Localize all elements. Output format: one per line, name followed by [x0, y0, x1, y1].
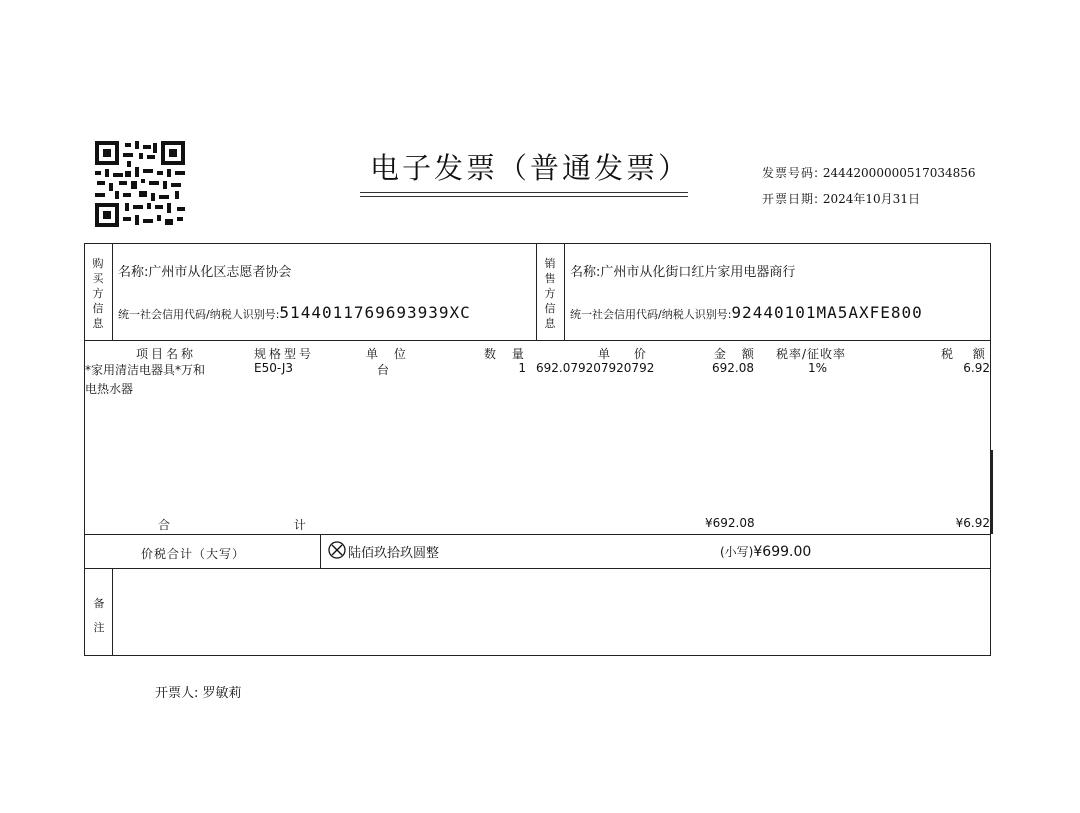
issuer-label: 开票人: [155, 686, 199, 701]
totals-tax: ¥6.92 [955, 516, 990, 530]
totals-divider [84, 534, 991, 535]
item-tax: 6.92 [963, 361, 990, 375]
issue-date-label: 开票日期: [762, 192, 820, 206]
header-tax: 税 额 [941, 347, 993, 361]
header-unit: 单 位 [366, 347, 412, 361]
item-unit: 台 [377, 363, 390, 377]
header-qty: 数 量 [484, 347, 530, 361]
party-divider [84, 340, 991, 341]
grand-total-label: 价税合计（大写） [141, 547, 246, 561]
grand-total-divider-v [320, 534, 321, 568]
item-name-line2: 电热水器 [85, 382, 134, 396]
buyer-name: 广州市从化区志愿者协会 [148, 265, 292, 280]
issue-date: 2024年10月31日 [822, 192, 920, 206]
item-qty: 1 [518, 361, 526, 375]
header-tax-rate: 税率/征收率 [776, 347, 847, 361]
title-underline-second [360, 196, 688, 197]
invoice-title: 电子发票（普通发票） [370, 151, 691, 185]
grand-total-value: ¥699.00 [753, 544, 812, 560]
seller-tax-id-label: 统一社会信用代码/纳税人识别号: [570, 308, 732, 321]
buyer-tax-id-label: 统一社会信用代码/纳税人识别号: [118, 308, 280, 321]
seller-name-label: 名称: [570, 265, 601, 280]
invoice-number-label: 发票号码: [762, 166, 820, 180]
party-center-divider [536, 243, 537, 340]
buyer-side-label: 购 买 方 信 息 [92, 257, 104, 330]
issuer-name: 罗敏莉 [202, 686, 242, 701]
seller-side-label: 销 售 方 信 息 [544, 257, 556, 330]
totals-label: 合 计 [158, 518, 366, 532]
seller-side-divider [564, 243, 565, 340]
item-price: 692.079207920792 [536, 361, 655, 375]
title-underline [360, 192, 688, 193]
grand-total-words: 陆佰玖拾玖圆整 [348, 546, 440, 561]
circled-x-icon [328, 541, 346, 559]
header-spec: 规格型号 [254, 347, 315, 361]
seller-tax-id-row [570, 303, 923, 322]
remarks-side-divider [112, 568, 113, 656]
grand-total-small-row [720, 541, 811, 560]
seller-tax-id: 92440101MA5AXFE800 [731, 303, 923, 322]
qr-code [95, 141, 185, 227]
header-price: 单 价 [598, 347, 656, 361]
buyer-tax-id-row [118, 303, 471, 322]
header-item-name: 项目名称 [136, 347, 197, 361]
header-amount: 金 额 [714, 347, 760, 361]
grand-total-divider [84, 568, 991, 569]
invoice-number-row [762, 164, 976, 181]
grand-total-small-label: (小写) [720, 545, 754, 559]
invoice-number: 24442000000517034856 [822, 166, 976, 180]
item-tax-rate: 1% [808, 361, 828, 375]
buyer-side-divider [112, 243, 113, 340]
buyer-name-row [118, 261, 291, 280]
issue-date-row [762, 190, 920, 207]
issuer-row [155, 682, 242, 701]
buyer-tax-id: 5144011769693939XC [279, 303, 471, 322]
right-edge-mark [991, 450, 993, 534]
item-amount: 692.08 [712, 361, 754, 375]
item-name-line1: *家用清洁电器具*万和 [85, 363, 206, 377]
totals-amount: ¥692.08 [705, 516, 755, 530]
remarks-side-label: 备 注 [93, 597, 105, 634]
seller-name: 广州市从化街口红片家用电器商行 [600, 265, 796, 280]
buyer-name-label: 名称: [118, 265, 149, 280]
seller-name-row [570, 261, 795, 280]
item-spec: E50-J3 [254, 361, 294, 375]
